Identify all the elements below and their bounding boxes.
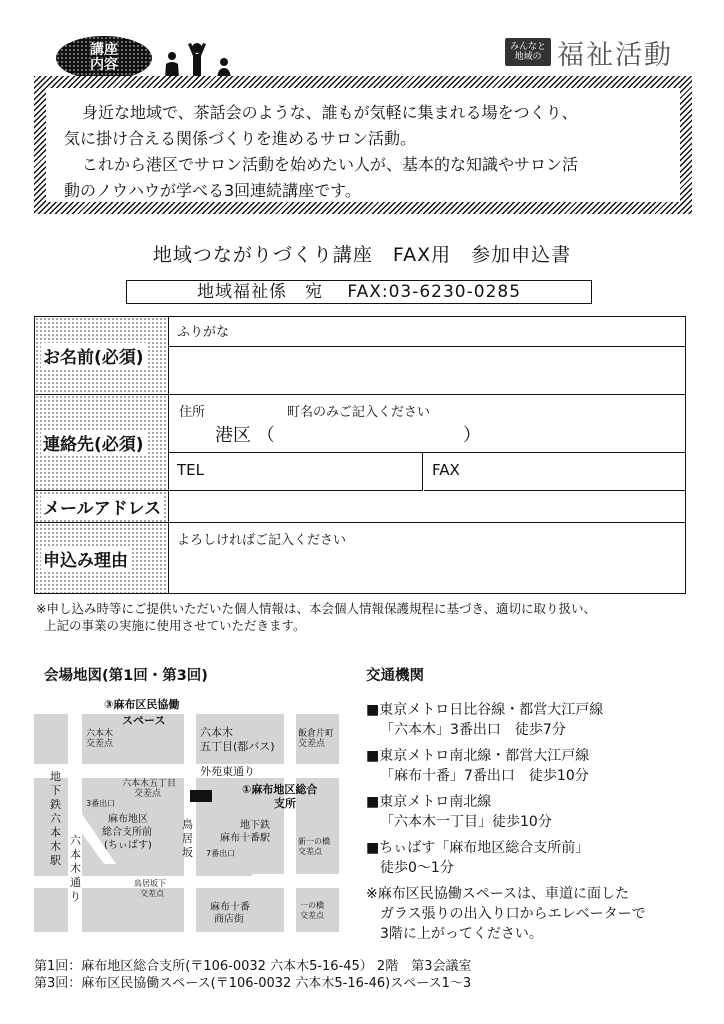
form-title: 地域つながりづくり講座 FAX用 参加申込書 <box>152 244 572 266</box>
map-label-roppongi-st2: 本 <box>70 848 81 861</box>
privacy-note-line1: ※申し込み時等にご提供いただいた個人情報は、本会個人情報保護規程に基づき、適切に取り扱い、 <box>36 601 596 616</box>
map-label-ichinohashi2: 交差点 <box>300 911 324 920</box>
name-label: お名前(必須) <box>35 317 169 395</box>
footer-line2: 第3回：麻布区民協働スペース(〒106-0032 六本木5-16-46)スペース1～3 <box>34 976 472 991</box>
transit-title: 交通機関 <box>366 668 424 684</box>
intro-box <box>34 76 692 214</box>
transit-line1: ■東京メトロ日比谷線・都営大江戸線 <box>366 702 604 718</box>
map-label-exit3: 3番出口 <box>86 799 116 808</box>
badge-line2: 内容 <box>90 57 118 73</box>
email-field[interactable] <box>169 491 685 523</box>
intro-p2-line2: 動のノウハウが学べる3回連続講座です。 <box>64 181 361 200</box>
map-label-chiibus1: 麻布地区 <box>108 814 148 825</box>
map-label-torii1: 鳥 <box>182 818 193 831</box>
transit-line2: 「麻布十番」7番出口 徒歩10分 <box>380 768 589 784</box>
map-title: 会場地図(第1回・第3回) <box>44 668 208 684</box>
transit-item <box>366 838 686 878</box>
furigana-label: ふりがな <box>177 325 230 340</box>
map-label-chiibus3: (ちぃばす) <box>104 840 152 851</box>
venue-map <box>34 714 339 932</box>
transit-line1: ■ちぃばす「麻布地区総合支所前」 <box>366 840 590 856</box>
transit-item <box>366 792 686 832</box>
transit-line1: ■東京メトロ南北線 <box>366 794 492 810</box>
map-label-juban1: 地下鉄 <box>240 820 270 831</box>
map-label-roppongi5: 六本木 <box>200 726 233 739</box>
transit-list <box>366 700 686 944</box>
map-label-chiibus2: 総合支所前 <box>102 827 152 838</box>
address-close: ） <box>463 425 481 446</box>
map-label-roppongi5-cross2: 交差点 <box>134 789 162 799</box>
tel-label: TEL <box>177 461 204 479</box>
fax-field[interactable] <box>424 453 685 491</box>
map-space-line2: スペース <box>122 714 166 727</box>
reason-label: 申込み理由 <box>35 523 169 593</box>
map-label-shotengai1: 麻布十番 <box>210 902 250 913</box>
tel-field[interactable] <box>169 453 423 491</box>
map-label-subway3: 鉄 <box>50 798 61 811</box>
map-label-subway5: 本 <box>50 826 61 839</box>
brand-small-line2: 地域の <box>514 52 542 62</box>
name-field[interactable] <box>169 347 685 395</box>
badge-line1: 講座 <box>90 42 118 58</box>
fax-label: FAX <box>432 461 460 479</box>
map-label-subway: 地 <box>50 770 61 783</box>
map-label-roppongi-st5: り <box>70 890 81 903</box>
transit-note-line2: ガラス張りの出入り口からエレベーターで <box>380 906 646 922</box>
map-label-ninohashi2: 交差点 <box>298 847 322 856</box>
address-field[interactable] <box>169 395 685 453</box>
map-label-subway2: 下 <box>50 784 61 797</box>
map-label-branch: ①麻布地区総合 <box>242 783 318 796</box>
footer-line1: 第1回：麻布地区総合支所(〒106-0032 六本木5-16-45） 2階 第3会議室 <box>34 959 472 974</box>
map-label-roppongi-crossing: 六本木 <box>86 729 114 739</box>
intro-p2-line1: これから港区でサロン活動を始めたい人が、基本的な知識やサロン活 <box>82 155 579 174</box>
map-label-subway7: 駅 <box>50 854 61 867</box>
transit-line1: ■東京メトロ南北線・都営大江戸線 <box>366 748 590 764</box>
reason-field[interactable] <box>169 523 685 593</box>
intro-p1-line1: 身近な地域で、茶話会のような、誰もが気軽に集まれる場をつくり、 <box>82 103 578 122</box>
privacy-note-line2: 上記の事業の実施に使用させていただきます。 <box>44 618 306 633</box>
map-label-torii2: 居 <box>182 832 193 845</box>
map-label-roppongi-st4: 通 <box>70 876 81 889</box>
transit-note-line1: ※麻布区民協働スペースは、車道に面した <box>366 886 630 902</box>
map-space-line1: ③麻布区民協働 <box>104 698 180 711</box>
map-label-torii-cross2: 交差点 <box>140 889 164 898</box>
map-label-iikura2: 交差点 <box>298 739 326 749</box>
map-label-torii3: 坂 <box>182 846 193 859</box>
transit-line2: 「六本木一丁目」徒歩10分 <box>380 814 552 830</box>
map-label-branch2: 支所 <box>274 797 296 810</box>
map-label-space-top <box>104 696 179 728</box>
map-label-torii-cross: 鳥居坂下 <box>134 879 166 888</box>
brand-text: 福祉活動 <box>557 39 673 71</box>
address-ward: 港区 （ <box>215 425 275 446</box>
contact-label: 連絡先(必須) <box>35 395 169 491</box>
address-label: 住所 <box>179 405 206 420</box>
map-label-roppongi5-cross: 六本木五丁目 <box>122 779 177 789</box>
map-label-shotengai2: 商店街 <box>214 914 244 925</box>
map-label-subway4: 六 <box>50 812 61 825</box>
brand-logo <box>505 36 673 71</box>
transit-line2: 徒歩0～1分 <box>380 860 454 876</box>
intro-p1-line2: 気に掛け合える関係づくりを進めるサロン活動。 <box>64 129 417 148</box>
transit-line2: 「六本木」3番出口 徒歩7分 <box>380 722 566 738</box>
map-label-ninohashi: 新一の橋 <box>298 837 330 846</box>
people-icon <box>160 40 240 80</box>
address-hint: 町名のみご記入ください <box>287 405 431 420</box>
venue-footer <box>34 958 471 992</box>
map-label-roppongi-st3: 木 <box>70 862 81 875</box>
map-label-juban2: 麻布十番駅 <box>220 833 270 844</box>
fax-destination: 地域福祉係 宛 FAX:03-6230-0285 <box>126 280 592 304</box>
map-label-iikura: 飯倉片町 <box>298 729 335 739</box>
map-label-subway6: 木 <box>50 840 61 853</box>
map-label-ichinohashi: 一の橋 <box>300 901 324 910</box>
map-label-roppongi-st1: 六 <box>70 834 81 847</box>
map-label-exit7: 7番出口 <box>206 849 236 858</box>
reason-hint: よろしければご記入ください <box>177 533 347 548</box>
brand-small-line1: みんなと <box>509 42 546 52</box>
transit-note-line3: 3階に上がってください。 <box>380 926 543 942</box>
furigana-field[interactable] <box>169 317 685 347</box>
email-label: メールアドレス <box>35 491 169 523</box>
map-label-roppongi5b: 五丁目(都バス) <box>200 740 275 753</box>
map-label-roppongi-crossing2: 交差点 <box>86 739 114 749</box>
privacy-note <box>36 600 694 634</box>
transit-note <box>366 884 686 944</box>
intro-text <box>46 88 680 202</box>
application-form <box>34 316 686 594</box>
transit-item <box>366 700 686 740</box>
brand-mark <box>505 38 551 66</box>
map-label-gaien: 外苑東通り <box>200 765 255 778</box>
course-content-badge <box>56 36 152 80</box>
transit-item <box>366 746 686 786</box>
